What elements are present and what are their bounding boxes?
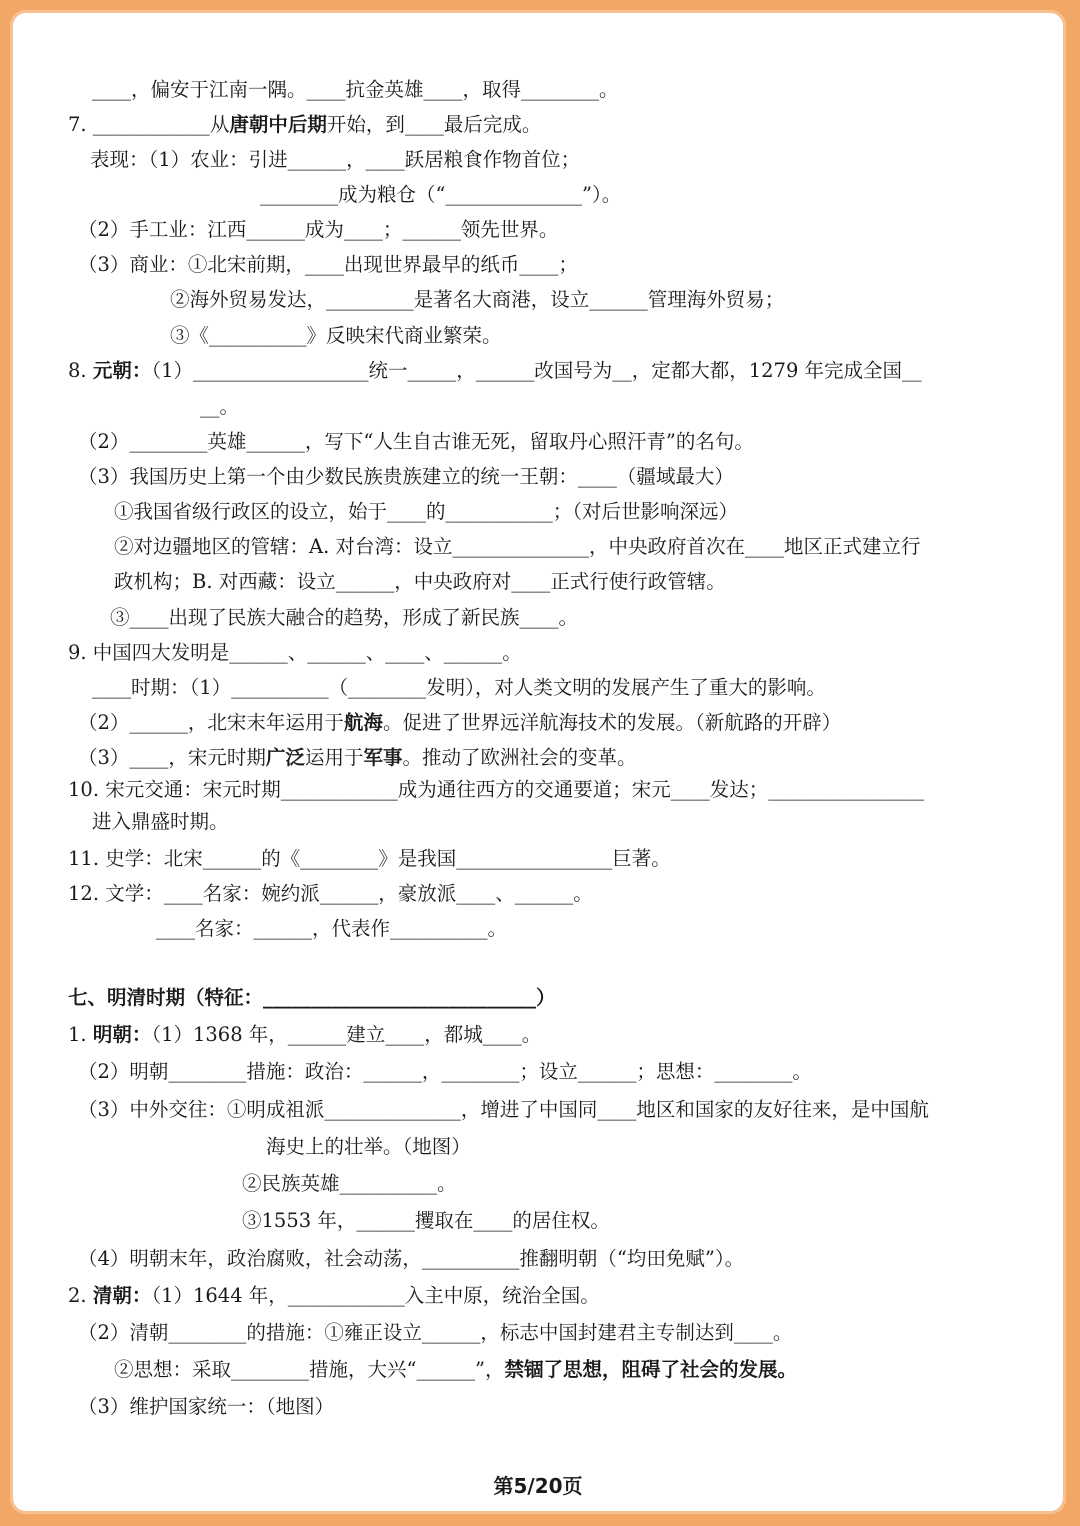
text-line: （2）________英雄______，写下“人生自古谁无死，留取丹心照汗青”的名句。: [78, 430, 754, 453]
text-line: （3）维护国家统一：（地图）: [78, 1395, 335, 1418]
text-run: 2.: [68, 1284, 93, 1307]
text-line: （2）明朝________措施：政治：______，________；设立______；思想：________。: [78, 1060, 812, 1083]
text-line: ③____出现了民族大融合的趋势，形成了新民族____。: [110, 606, 579, 629]
text-line: ____时期：（1）__________（________发明），对人类文明的发展产生了重大的影响。: [92, 676, 826, 699]
text-line: （3）我国历史上第一个由少数民族贵族建立的统一王朝：____（疆域最大）: [78, 465, 734, 488]
text-run: 。推动了欧洲社会的变革。: [402, 746, 637, 769]
bold-term: 广泛: [265, 746, 305, 769]
text-line: 政机构；B. 对西藏：设立______，中央政府对____正式行使行政管辖。: [114, 570, 726, 593]
text-run: （1）1644 年，____________入主中原，统治全国。: [151, 1284, 600, 1307]
text-run: （1）__________________统一_____，______改国号为__，定都大都，1279 年完成全国__: [151, 359, 922, 382]
bold-term: 元朝：: [92, 359, 152, 382]
question-9: 9. 中国四大发明是______、______、____、______。: [68, 641, 522, 664]
text-run: 1.: [68, 1023, 93, 1046]
text-line: [114, 1358, 797, 1382]
text-line: （2）手工业：江西______成为____；______领先世界。: [78, 218, 559, 241]
text-line: ②民族英雄__________。: [242, 1172, 457, 1195]
text-line: ③1553 年，______攫取在____的居住权。: [242, 1209, 610, 1232]
text-line: （2）清朝________的措施：①雍正设立______，标志中国封建君主专制达到____。: [78, 1321, 793, 1344]
section-heading: 七、明清时期（特征：____________________________）: [68, 986, 556, 1009]
text-line: 进入鼎盛时期。: [92, 810, 229, 833]
text-line: 表现：（1）农业：引进______，____跃居粮食作物首位；: [90, 148, 581, 171]
text-run: （3）____，宋元时期: [78, 746, 266, 769]
document-page: [10, 10, 1066, 1514]
bold-term: 唐朝中后期: [229, 113, 327, 136]
bold-term: 清朝：: [92, 1284, 152, 1307]
text-line: ____名家：______，代表作__________。: [156, 917, 508, 940]
bold-term: 明朝：: [92, 1023, 152, 1046]
text-run: 。促进了世界远洋航海技术的发展。（新航路的开辟）: [382, 711, 842, 734]
text-line: ①我国省级行政区的设立，始于____的___________；（对后世影响深远）: [114, 500, 739, 523]
text-line: ____，偏安于江南一隅。____抗金英雄____，取得________。: [92, 78, 619, 101]
question-10: 10. 宋元交通：宋元时期____________成为通往西方的交通要道；宋元____发达；________________: [68, 778, 925, 801]
text-run: 从: [209, 113, 230, 136]
text-run: （1）1368 年，______建立____，都城____。: [151, 1023, 542, 1046]
text-line: ②对边疆地区的管辖：A. 对台湾：设立______________，中央政府首次在____地区正式建立行: [114, 535, 921, 558]
text-line: ③《__________》反映宋代商业繁荣。: [170, 324, 502, 347]
question-12: 12. 文学：____名家：婉约派______，豪放派____、______。: [68, 882, 593, 905]
bold-term: 禁锢了思想，阻碍了社会的发展。: [504, 1358, 797, 1381]
text-run: 运用于: [304, 746, 364, 769]
text-line: ________成为粮仓（“______________”）。: [260, 183, 622, 206]
question-2: [68, 1284, 600, 1308]
text-line: [78, 746, 636, 770]
text-line: （3）中外交往：①明成祖派______________，增进了中国同____地区和国家的友好往来，是中国航: [78, 1098, 929, 1121]
text-line: ②海外贸易发达，_________是著名大商港，设立______管理海外贸易；: [170, 288, 785, 311]
text-run: 开始，到____最后完成。: [326, 113, 542, 136]
text-line: __。: [200, 395, 240, 418]
page-number: 第5/20页: [493, 1474, 583, 1498]
text-run: 7. ____________: [68, 113, 210, 136]
text-line: [78, 711, 841, 735]
question-1: [68, 1023, 541, 1047]
text-line: （4）明朝末年，政治腐败，社会动荡，__________推翻明朝（“均田免赋”）。: [78, 1247, 745, 1270]
question-8: [68, 359, 922, 383]
text-line: （3）商业：①北宋前期，____出现世界最早的纸币____；: [78, 253, 578, 276]
text-run: （2）______，北宋末年运用于: [78, 711, 344, 734]
text-run: 8.: [68, 359, 93, 382]
text-line: 海史上的壮举。（地图）: [266, 1135, 471, 1158]
question-11: 11. 史学：北宋______的《________》是我国________________巨著。: [68, 847, 671, 870]
text-run: ②思想：采取________措施，大兴“______”，: [114, 1358, 505, 1381]
bold-term: 航海: [343, 711, 383, 734]
question-7: [68, 113, 541, 137]
bold-term: 军事: [363, 746, 403, 769]
